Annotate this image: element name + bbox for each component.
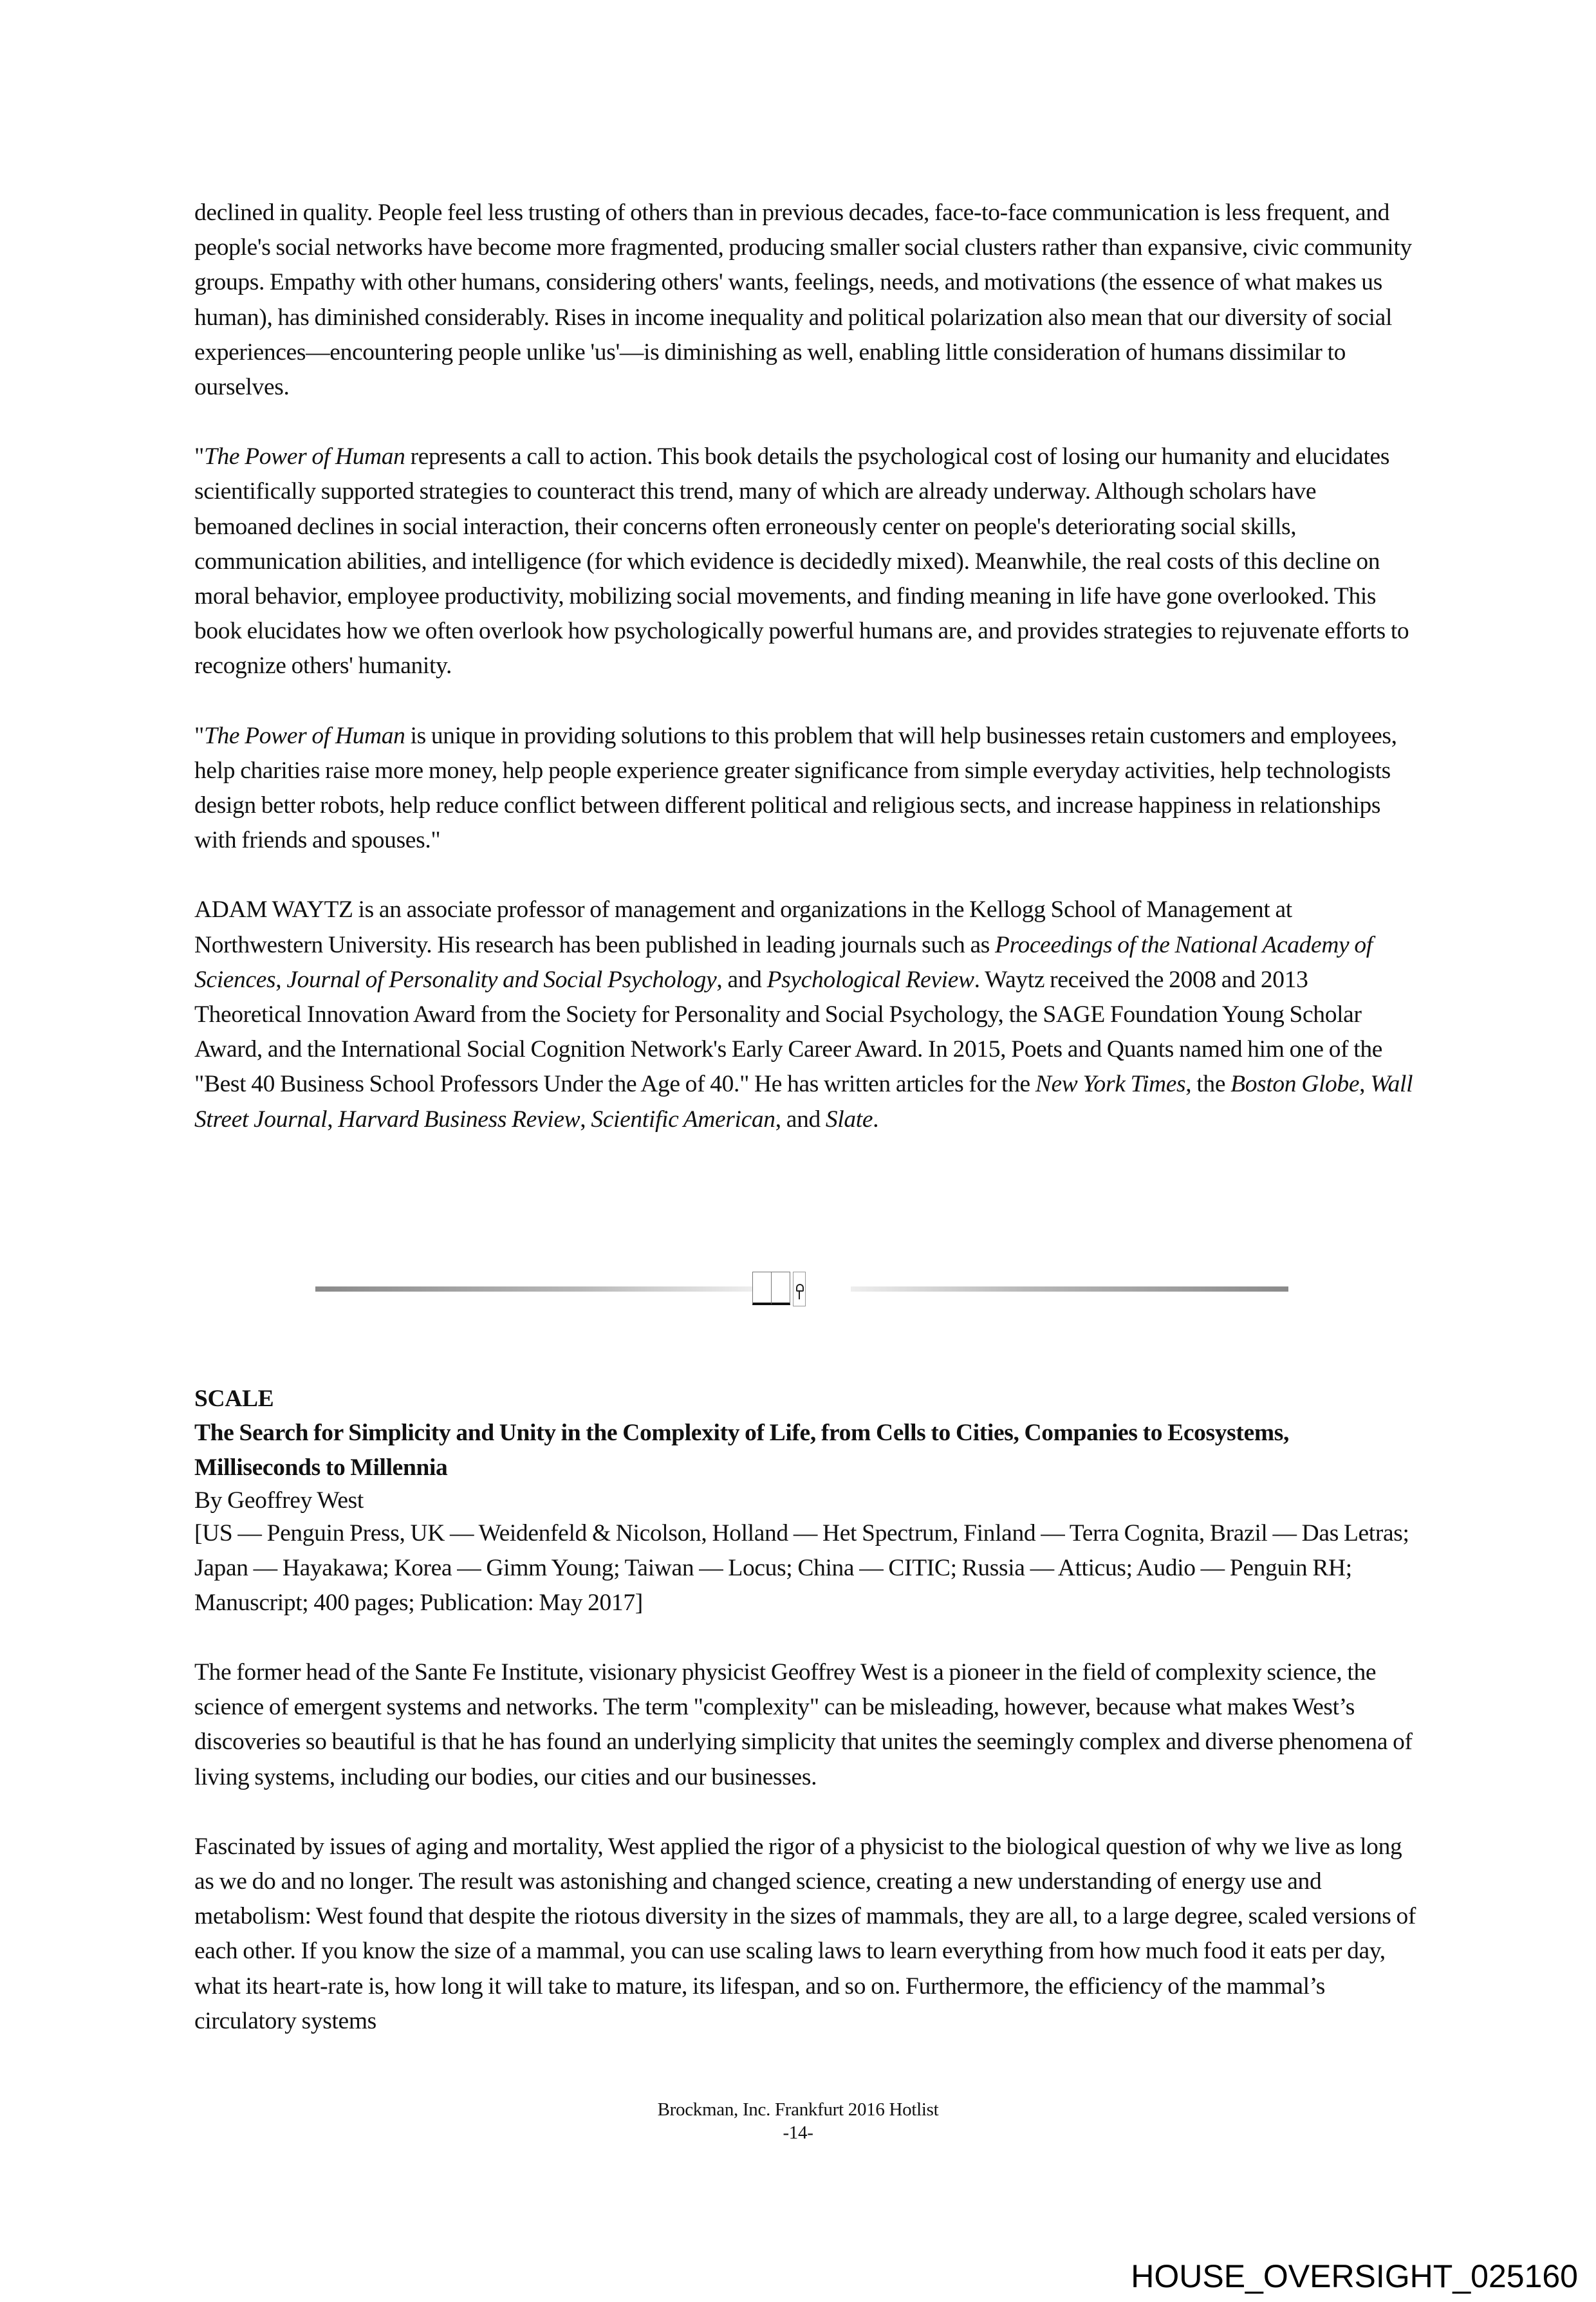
text-run: " xyxy=(194,722,204,749)
text-run: , and xyxy=(716,966,767,993)
page-number: -14- xyxy=(783,2122,813,2143)
journal-title: Journal of Personality and Social Psychology xyxy=(286,966,717,993)
open-book-icon xyxy=(771,1272,790,1305)
paragraph-call-to-action xyxy=(194,440,1417,683)
paragraph-humanity-decline xyxy=(194,196,1417,405)
publication-title: New York Times xyxy=(1035,1071,1186,1098)
text-run: , the xyxy=(1185,1071,1231,1098)
text-run: , xyxy=(1359,1071,1371,1098)
book-subtitle: The Search for Simplicity and Unity in the Complexity of Life, from Cells to Cities, Companies to Ecosystems, Milliseconds to Millennia xyxy=(194,1420,1290,1481)
publication-title: Scientific American xyxy=(591,1106,775,1133)
text-run: ADAM WAYTZ is an associate professor of management and organizations in the Kellogg School of Management at Northwestern University. His research has been published in leading journals such as xyxy=(194,896,1292,958)
bates-number: HOUSE_OVERSIGHT_025160 xyxy=(1131,2258,1578,2294)
book-description-paragraph: Fascinated by issues of aging and mortality, West applied the rigor of a physicist to the biological question of why we live as long as we do and no longer. The result was astonishing and changed science, creating a new understanding of energy use and metabolism: West found that despite the riotous diversity in the sizes of mammals, they are all, to a large degree, scaled versions of each other. If you know the size of a mammal, you can use scaling laws to learn everything from how much food it eats per day, what its heart-rate is, how long it will take to mature, its lifespan, and so on. Furthermore, the efficiency of the mammal’s circulatory systems xyxy=(194,1833,1416,2034)
paragraph-unique-solutions xyxy=(194,719,1417,859)
publication-title: Boston Globe xyxy=(1230,1071,1360,1098)
text-run: , xyxy=(275,966,287,993)
publication-title: Wall Street Journal xyxy=(194,1071,1413,1133)
text-run: " xyxy=(194,443,204,470)
book-title-italic: The Power of Human xyxy=(203,443,405,470)
section-divider xyxy=(315,1269,1288,1308)
divider-rule-right xyxy=(851,1286,1288,1292)
previous-entry-text xyxy=(194,196,1417,1172)
publication-title: Harvard Business Review xyxy=(338,1106,580,1133)
book-title-italic: The Power of Human xyxy=(203,722,405,749)
book-rights-info: [US — Penguin Press, UK — Weidenfeld & Nicolson, Holland — Het Spectrum, Finland — Terra Cognita, Brazil — Das Letras; Japan — Hayakawa; Korea — Gimm Young; Taiwan — Locus; China — CITIC; Russia — Atticus; Audio — Penguin RH; Manuscript; 400 pages; Publication: May 2017] xyxy=(194,1520,1409,1616)
open-book-icon xyxy=(752,1272,772,1305)
footer-title: Brockman, Inc. Frankfurt 2016 Hotlist xyxy=(657,2099,939,2120)
paragraph-author-bio xyxy=(194,893,1417,1137)
book-author: By Geoffrey West xyxy=(194,1487,364,1514)
book-entry-scale xyxy=(194,1382,1417,2074)
journal-title: Proceedings of the National Academy of Sciences xyxy=(194,931,1373,993)
text-run: . xyxy=(873,1106,879,1133)
journal-title: Psychological Review xyxy=(766,966,974,993)
book-title: SCALE xyxy=(194,1386,274,1412)
divider-rule-left xyxy=(315,1286,753,1292)
publication-title: Slate xyxy=(825,1106,873,1133)
text-run: , xyxy=(580,1106,591,1133)
text-run: . Waytz received the 2008 and 2013 Theoretical Innovation Award from the Society for Personality and Social Psychology, the SAGE Foundation Young Scholar Award, and the International Social Cognition Network's Early Career Award. In 2015, Poets and Quants named him one of the "Best 40 Business School Professors Under the Age of 40." He has written articles for the xyxy=(194,966,1383,1098)
text-run: , and xyxy=(775,1106,826,1133)
book-description-paragraph: The former head of the Sante Fe Institute, visionary physicist Geoffrey West is a pioneer in the field of complexity science, the science of emergent systems and networks. The term "complexity" can be misleading, however, because what makes West’s discoveries so beautiful is that he has found an underlying simplicity that unites the seemingly complex and diverse phenomena of living systems, including our bodies, our cities and our businesses. xyxy=(194,1659,1413,1790)
text-run: , xyxy=(327,1106,339,1133)
text-run: represents a call to action. This book details the psychological cost of losing our humanity and elucidates scientifically supported strategies to counteract this trend, many of which are already underway. Although scholars have bemoaned declines in social interaction, their concerns often erroneously center on people's deteriorating social skills, communication abilities, and intelligence (for which evidence is decidedly mixed). Meanwhile, the real costs of this decline on moral behavior, employee productivity, mobilizing social movements, and finding meaning in life have gone overlooked. This book elucidates how we often overlook how psychologically powerful humans are, and provides strategies to rejuvenate efforts to recognize others' humanity. xyxy=(194,443,1409,680)
lamp-icon xyxy=(793,1272,806,1306)
text-run: declined in quality. People feel less trusting of others than in previous decades, face-to-face communication is less frequent, and people's social networks have become more fragmented, producing smaller social clusters rather than expansive, civic community groups. Empathy with other humans, considering others' wants, feelings, needs, and motivations (the essence of what makes us human), has diminished considerably. Rises in income inequality and political polarization also mean that our diversity of social experiences—encountering people unlike 'us'—is diminishing as well, enabling little consideration of humans dissimilar to ourselves. xyxy=(194,200,1412,401)
text-run: is unique in providing solutions to this problem that will help businesses retain customers and employees, help charities raise more money, help people experience greater significance from simple everyday activities, help technologists design better robots, help reduce conflict between different political and religious sects, and increase happiness in relationships with friends and spouses." xyxy=(194,722,1397,854)
